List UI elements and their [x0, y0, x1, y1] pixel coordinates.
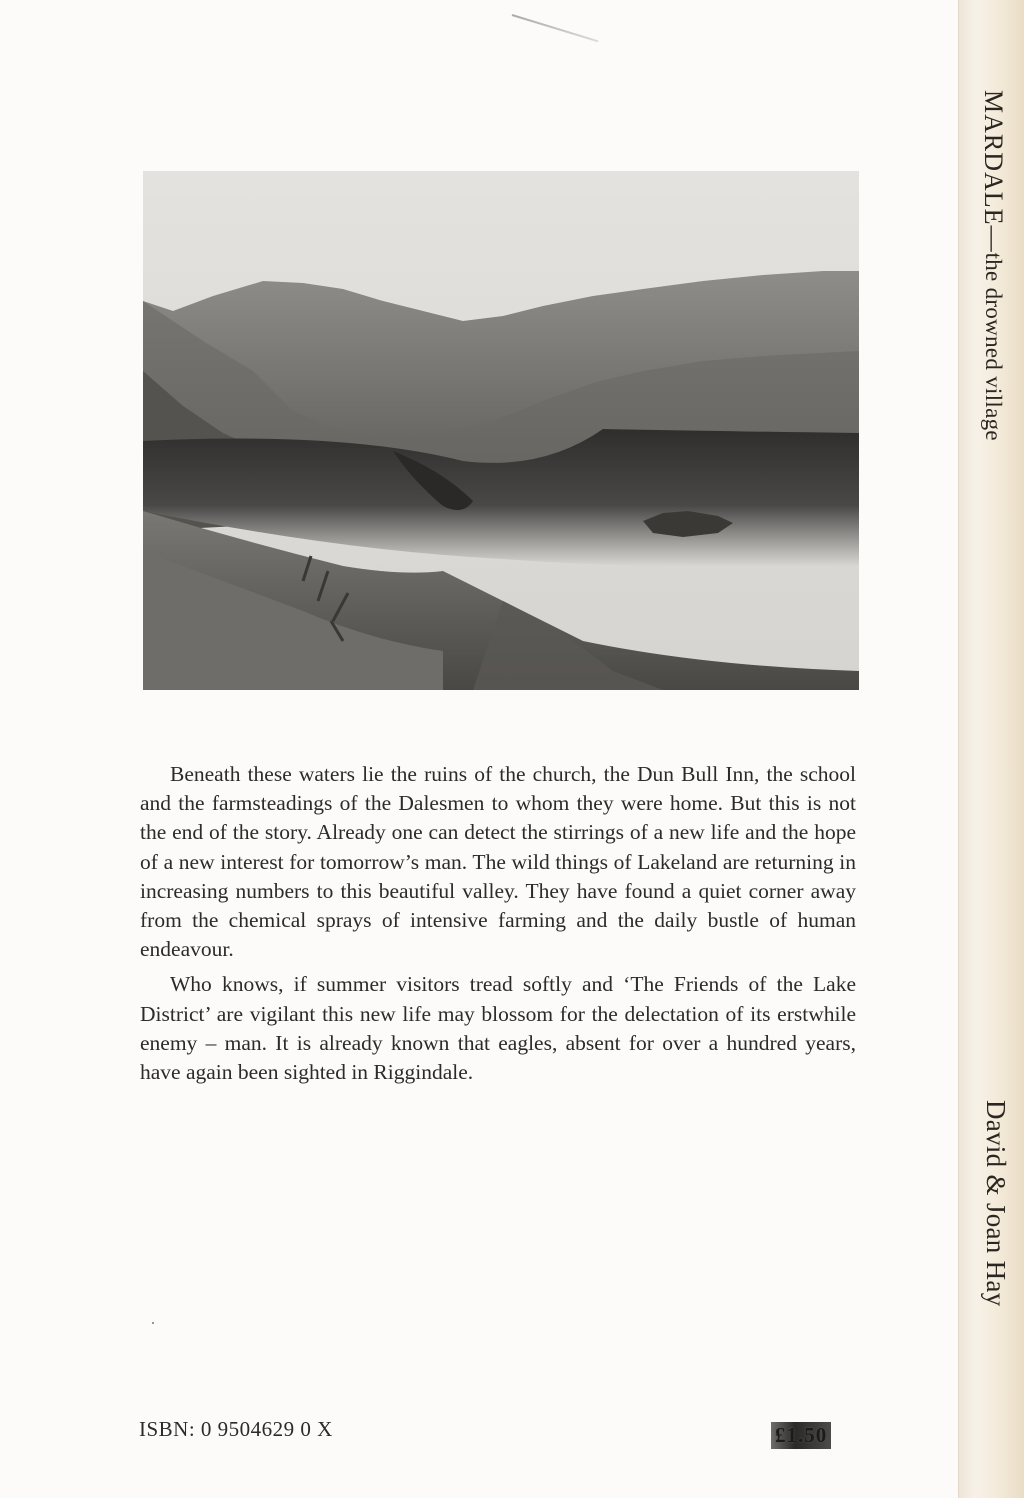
spine-title: [978, 90, 1008, 441]
spine-authors: David & Joan Hay: [981, 1100, 1011, 1307]
price-tag: £1.50: [771, 1422, 831, 1449]
spine-title-dash: —: [979, 225, 1008, 253]
photo-image: [143, 171, 859, 690]
spine-title-main: MARDALE: [979, 90, 1008, 226]
blurb-paragraph-1: Beneath these waters lie the ruins of the church, the Dun Bull Inn, the school and the farmsteadings of the Dalesmen to whom they were home. But this is not the end of the story. Already one can detect the stirrings of a new life and the hope of a new interest for tomorrow’s man. The wild things of Lakeland are returning in increasing numbers to this beautiful valley. They have found a quiet corner away from the chemical sprays of intensive farming and the daily bustle of human endeavour.: [140, 762, 856, 962]
isbn-number: ISBN: 0 9504629 0 X: [139, 1417, 333, 1441]
paper-speck: [152, 1322, 154, 1324]
blurb-text: [140, 760, 856, 1093]
blurb-paragraph-2: Who knows, if summer visitors tread softly and ‘The Friends of the Lake District’ are vigilant this new life may blossom for the delectation of its erstwhile enemy – man. It is already known that eagles, absent for over a hundred years, have again been sighted in Riggindale.: [140, 972, 856, 1085]
spine-title-sub: the drowned village: [981, 252, 1006, 441]
lake-valley-photograph: [143, 171, 859, 690]
